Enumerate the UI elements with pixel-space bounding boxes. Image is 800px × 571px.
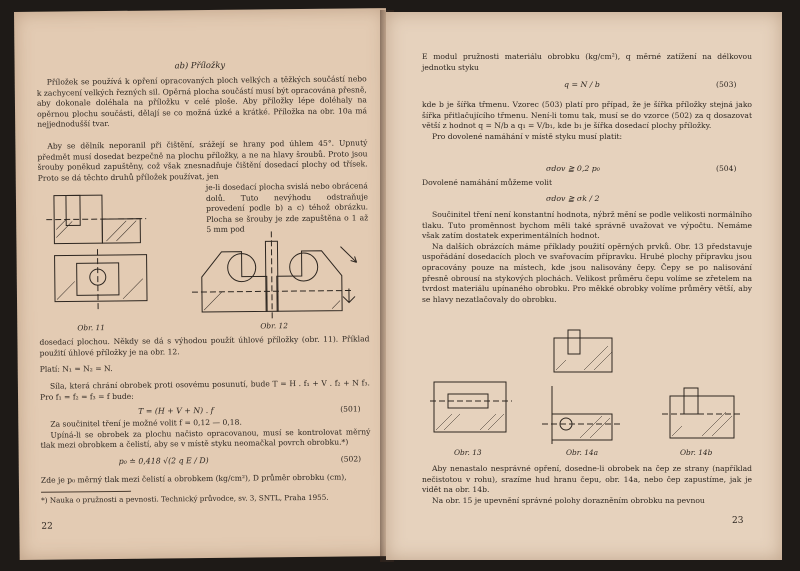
equation-504-number: (504) — [716, 164, 737, 173]
left-page — [14, 8, 392, 560]
left-paragraph-2: Aby se dělník neporanil při čištění, srážejí se hrany pod úhlem 45°. Upnutý předmět musí dosedat bezpečně na plochu příložky, a ne na hlavy šroubů. Proto jsou šrouby poněkud zapuštěny, což však znesnadňuje čištění dosedací plochy od třísek. Proto se dá těchto druhů příložek používat, jen — [37, 138, 368, 183]
left-paragraph-2-tail: je-li dosedací plocha svislá nebo obrácená dolů. Tuto nevýhodu odstraňuje provedení podle b) a c) téhož obrázku. Plocha se šrouby je zde zapuštěna o 1 až 5 mm pod — [205, 181, 369, 235]
left-paragraph-2-container — [37, 138, 367, 184]
section-heading: ab) Příložky — [174, 59, 226, 71]
right-paragraph-7-container — [422, 464, 752, 506]
left-paragraph-5-container — [40, 416, 370, 451]
equation-503-number: (503) — [716, 80, 737, 89]
equation-505: σdov ≧ σk / 2 — [546, 194, 600, 203]
equation-504: σdov ≧ 0,2 p₀ — [546, 164, 600, 173]
right-paragraph-5-container — [422, 210, 752, 305]
left-paragraph-7-container — [41, 472, 371, 486]
equation-503: q = N / b — [564, 80, 600, 89]
right-paragraph-3: Pro dovolené namáhání v místě styku musí platit: — [432, 131, 623, 141]
figure-12-force-arrows — [336, 240, 367, 304]
left-paragraph-1: Příložek se používá k opření opracovaných ploch velkých a těžkých součástí nebo k zachycení velkých řezných sil. Opěrná plocha součástí musí být opracována přesně, aby dokonale doléhala na příložku v celé ploše. Aby příložky lépe doléhaly na opěrnou plochu součásti, dělají se co možná úzké a krátké. Příložka na obr. 10a má nejjednodušší tvar. — [36, 74, 368, 130]
left-paragraph-1-container — [37, 74, 368, 130]
left-paragraph-4: Síla, která chrání obrobek proti osovému posunutí, bude T = H . f₁ + V . f₂ + N f₃. Pro f₁ = f₂ = f₃ = f bude: — [39, 378, 370, 402]
left-paragraph-2-tail-container — [206, 181, 369, 236]
plati-line: Platí: N₁ = N₂ = N. — [39, 364, 113, 374]
right-paragraph-5: Součinitel tření není konstantní hodnota, nýbrž mění se podle velikosti normálního tlaku. Tuto proměnnost bychom měli také správně uvažovat ve výpočtu. Nemáme však zatím dostatek experimentálních hodnot. — [422, 210, 752, 241]
left-paragraph-5: Za součinitel tření je možné volit f = 0,12 — 0,18. — [50, 417, 242, 429]
caption-figure-14b: Obr. 14b — [680, 448, 713, 457]
right-paragraph-8: Na obr. 15 je upevnění správné polohy dorazněním obrobku na pevnou — [432, 495, 705, 505]
right-paragraph-2: kde b je šířka třmenu. Vzorec (503) platí pro případ, že je šířka příložky stejná jako šířka přitlačujícího třmenu. Není-li tomu tak, musí se do vzorce (502) za q dosazovat větší z hodnot q = N/b a q₁ = V/b₁, kde b₁ je šířka dosedací plochy příložky. — [422, 100, 752, 131]
figure-14b — [662, 384, 742, 444]
right-paragraph-4: Dovolené namáhání můžeme volit — [422, 178, 553, 187]
left-paragraph-6: Upíná-li se obrobek za plochu načisto opracovanou, musí se kontrolovat měrný tlak mezi obrobkem a čelistí, aby se v místě styku neomačkal povrch obrobku.*) — [40, 426, 371, 450]
right-paragraph-6: Na dalších obrázcích máme příklady použití opěrných prvků. Obr. 13 představuje uspořádání dosedacích ploch ve svařovacím přípravku. Hrubé plochy přípravku jsou opracovány pouze na místech, kde jsou nalisovány čepy. Čepy se po nalisování přesně obrousí na stykových plochách. Velikost průměru čepu volíme se zřetelem na tvrdost materiálu upínaného obrobku. Pro měkké obrobky volíme průměry větší, aby se hlavy nezatlačovaly do obrobku. — [422, 241, 752, 304]
right-paragraph-7: Aby nenastalo nesprávné opření, dosedne-li obrobek na čep ze strany (například nečistotou v rohu), srazíme hud hranu čepu, obr. 14a, nebo čep zapustíme, jak je vidět na obr. 14b. — [422, 464, 752, 495]
figure-14-detail — [548, 328, 618, 378]
figure-13 — [430, 374, 516, 444]
equation-502: p₀ ≐ 0,418 √(2 q E / D) — [118, 455, 209, 466]
caption-figure-13: Obr. 13 — [454, 448, 482, 457]
left-paragraph-7: Zde je p₀ měrný tlak mezi čelistí a obrobkem (kg/cm²), D průměr obrobku (cm), — [40, 472, 347, 485]
right-paragraph-4-container — [422, 178, 752, 189]
right-paragraph-1: E modul pružnosti materiálu obrobku (kg/cm²), q měrné zatížení na délkovou jednotku styku — [422, 52, 752, 72]
left-paragraph-3: dosedací plochou. Někdy se dá s výhodou použít úhlové příložky (obr. 11). Příklad použití úhlové příložky je na obr. 12. — [39, 334, 370, 358]
caption-figure-11: Obr. 11 — [77, 323, 105, 333]
footnote: *) Nauka o pružnosti a pevnosti. Technický průvodce, sv. 3, SNTL, Praha 1955. — [41, 492, 329, 505]
page-number-right: 23 — [732, 516, 744, 526]
left-paragraph-3-container — [39, 334, 369, 375]
right-page — [386, 12, 782, 560]
page-number-left: 22 — [41, 521, 53, 532]
footnote-rule — [41, 491, 131, 493]
right-paragraph-2-container — [422, 100, 752, 142]
figure-11 — [46, 189, 157, 320]
caption-figure-12: Obr. 12 — [260, 321, 288, 331]
right-paragraph-1-container — [422, 52, 752, 73]
equation-501: T = (H + V + N) . f — [138, 405, 214, 416]
equation-502-number: (502) — [340, 454, 362, 464]
figure-14a — [542, 384, 622, 448]
caption-figure-14a: Obr. 14a — [566, 448, 599, 457]
equation-501-number: (501) — [340, 404, 361, 414]
left-paragraph-4-container — [40, 378, 370, 403]
